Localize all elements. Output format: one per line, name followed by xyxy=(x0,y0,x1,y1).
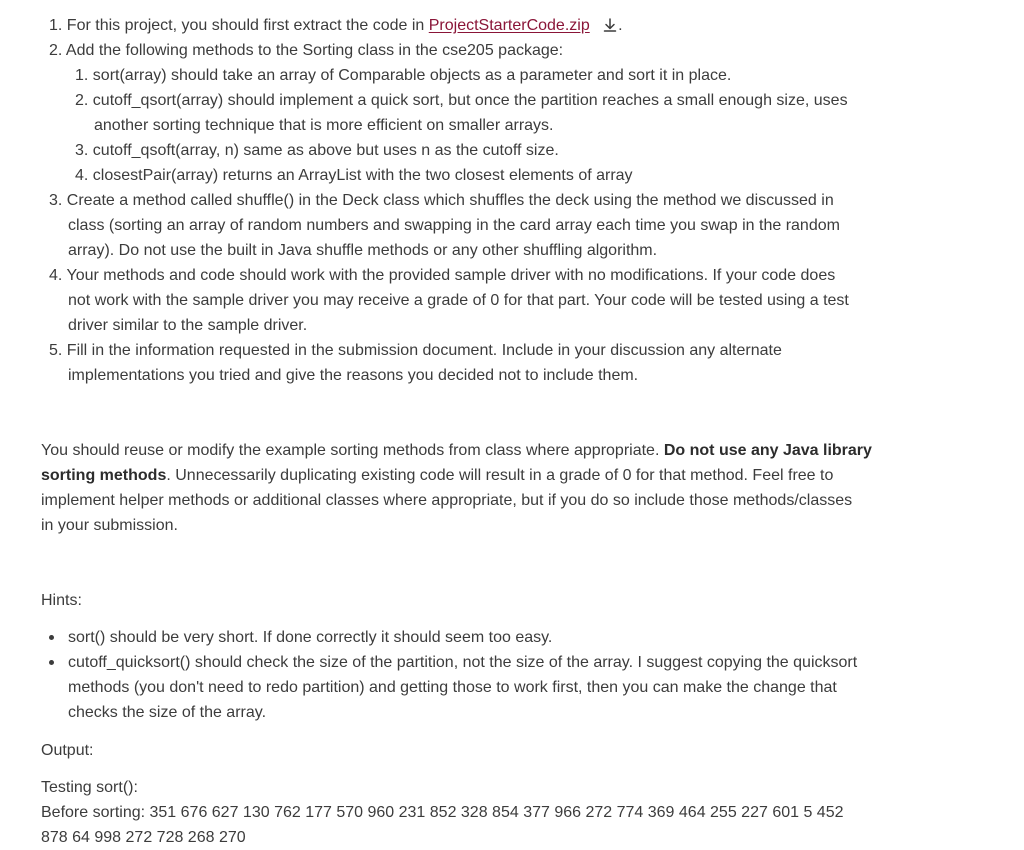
step-text: For this project, you should first extract the code in xyxy=(66,17,425,34)
sub-item-2 xyxy=(75,88,848,113)
step-text: Your methods and code should work with the provided sample driver with no modifications. If your code does xyxy=(66,267,836,284)
output-label: Output: xyxy=(41,742,94,759)
step-3-line-3 xyxy=(68,238,657,263)
output-before-line-2: 878 64 998 272 728 268 270 xyxy=(41,829,246,846)
bullet-dot xyxy=(49,635,54,640)
sub-item-text: cutoff_qsort(array) should implement a quick sort, but once the partition reaches a small enough size, uses xyxy=(92,92,848,109)
step-text: Fill in the information requested in the submission document. Include in your discussion any alternate xyxy=(66,342,782,359)
sub-item-number: 2. xyxy=(75,92,89,109)
step-number: 2. xyxy=(49,42,63,59)
step-number: 4. xyxy=(49,267,63,284)
step-4 xyxy=(49,263,835,288)
step-number: 3. xyxy=(49,192,63,209)
sub-item-4 xyxy=(75,163,633,188)
hint-2 xyxy=(68,650,857,675)
reuse-paragraph-line-3 xyxy=(41,488,852,513)
hints-label: Hints: xyxy=(41,592,82,609)
step-text: array). Do not use the built in Java shuffle methods or any other shuffling algorithm. xyxy=(68,242,658,259)
step-text: Create a method called shuffle() in the Deck class which shuffles the deck using the method we discussed in xyxy=(66,192,834,209)
reuse-paragraph-line-2 xyxy=(41,463,833,488)
sub-item-text: sort(array) should take an array of Comparable objects as a parameter and sort it in place. xyxy=(92,67,732,84)
step-text: driver similar to the sample driver. xyxy=(68,317,308,334)
sub-item-3 xyxy=(75,138,559,163)
step-4-line-2 xyxy=(68,288,849,313)
paragraph-text: implement helper methods or additional classes where appropriate, but if you do so include those methods/classes xyxy=(41,492,853,509)
download-icon[interactable] xyxy=(602,17,618,33)
step-text: not work with the sample driver you may receive a grade of 0 for that part. Your code will be tested using a test xyxy=(68,292,849,309)
sub-item-number: 1. xyxy=(75,67,89,84)
sub-item-text: cutoff_qsoft(array, n) same as above but uses n as the cutoff size. xyxy=(92,142,559,159)
hint-text: checks the size of the array. xyxy=(68,704,267,721)
step-number: 5. xyxy=(49,342,63,359)
step-3-line-2 xyxy=(68,213,840,238)
sub-item-number: 4. xyxy=(75,167,89,184)
emphasis-text: Do not use any Java library xyxy=(663,442,872,459)
hint-2-line-3 xyxy=(68,700,266,725)
step-text: class (sorting an array of random numbers and swapping in the card array each time you swap in the random xyxy=(68,217,840,234)
step-text: implementations you tried and give the reasons you decided not to include them. xyxy=(68,367,639,384)
step-number: 1. xyxy=(49,17,63,34)
bullet-dot xyxy=(49,660,54,665)
step-1 xyxy=(49,13,623,38)
paragraph-text: You should reuse or modify the example sorting methods from class where appropriate. xyxy=(41,442,664,459)
hint-1 xyxy=(68,625,552,650)
output-before-line-1: Before sorting: 351 676 627 130 762 177 570 960 231 852 328 854 377 966 272 774 369 464 255 227 601 5 452 xyxy=(41,804,844,821)
paragraph-text: in your submission. xyxy=(41,517,178,534)
emphasis-text: sorting methods xyxy=(41,467,167,484)
reuse-paragraph-line-4 xyxy=(41,513,178,538)
hint-text: methods (you don't need to redo partition) and getting those to work first, then you can make the change that xyxy=(68,679,837,696)
sub-item-number: 3. xyxy=(75,142,89,159)
hint-text: cutoff_quicksort() should check the size of the partition, not the size of the array. I suggest copying the quicksort xyxy=(68,654,858,671)
step-4-line-3 xyxy=(68,313,307,338)
output-testing-line: Testing sort(): xyxy=(41,779,138,796)
starter-code-link[interactable]: ProjectStarterCode.zip xyxy=(428,17,590,34)
paragraph-text: . Unnecessarily duplicating existing code will result in a grade of 0 for that method. Feel free to xyxy=(166,467,834,484)
step-2 xyxy=(49,38,563,63)
sub-item-1 xyxy=(75,63,731,88)
step-5 xyxy=(49,338,782,363)
reuse-paragraph-line-1 xyxy=(41,438,872,463)
step-text-end: . xyxy=(618,17,623,34)
sub-item-2-continued xyxy=(94,113,554,138)
sub-item-text: closestPair(array) returns an ArrayList with the two closest elements of array xyxy=(92,167,633,184)
step-5-line-2 xyxy=(68,363,638,388)
step-3 xyxy=(49,188,834,213)
hint-2-line-2 xyxy=(68,675,837,700)
step-text: Add the following methods to the Sorting class in the cse205 package: xyxy=(65,42,564,59)
hint-text: sort() should be very short. If done correctly it should seem too easy. xyxy=(68,629,553,646)
sub-item-text: another sorting technique that is more efficient on smaller arrays. xyxy=(94,117,554,134)
